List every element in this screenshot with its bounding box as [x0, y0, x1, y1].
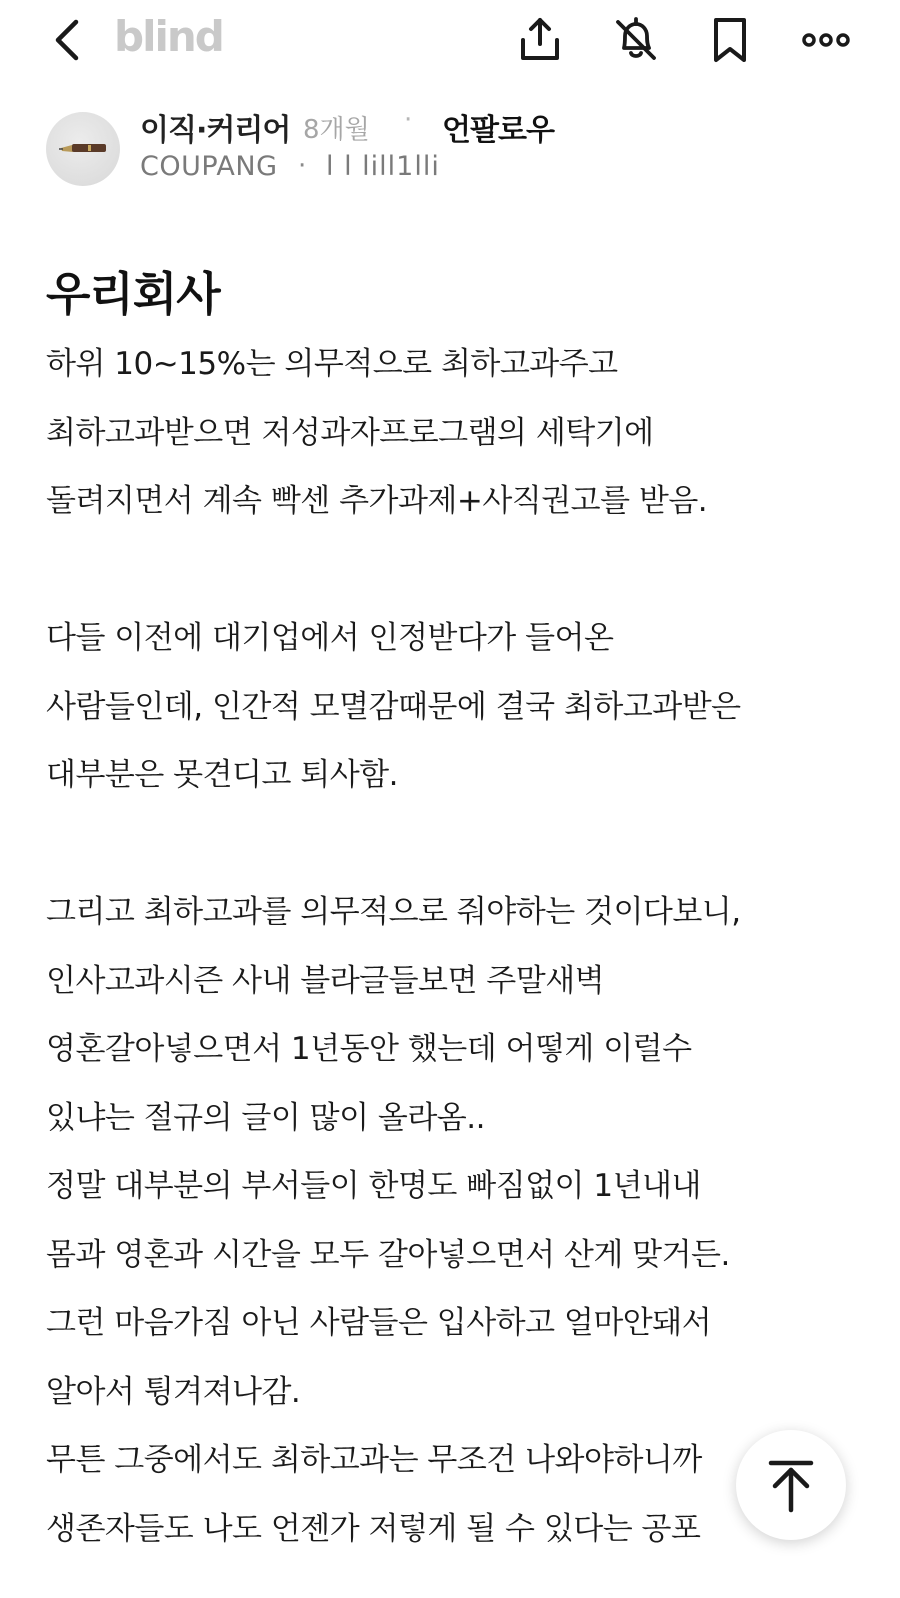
back-button[interactable] [48, 16, 88, 64]
channel-name[interactable]: 이직·커리어 [140, 113, 291, 148]
post-line: 사람들인데, 인간적 모멸감때문에 결국 최하고과받은 [46, 688, 741, 725]
arrow-up-icon [736, 1430, 846, 1540]
notification-toggle-button[interactable] [610, 14, 662, 66]
share-button[interactable] [514, 14, 566, 66]
more-options-button[interactable] [800, 14, 852, 66]
post-line: 정말 대부분의 부서들이 한명도 빠짐없이 1년내내 [46, 1168, 701, 1204]
post-line: 영혼갈아넣으면서 1년동안 했는데 어떻게 이럴수 [46, 1031, 692, 1067]
bottom-fade [0, 1565, 900, 1598]
fountain-pen-icon [46, 112, 120, 186]
post-line: 몸과 영혼과 시간을 모두 갈아넣으면서 산게 맞거든. [46, 1236, 730, 1273]
post-author-info [0, 100, 900, 200]
post-line: 무튼 그중에서도 최하고과는 무조건 나와야하니까 [46, 1442, 702, 1478]
post-line [46, 810, 836, 879]
post-line: 알아서 튕겨져나감. [46, 1373, 301, 1410]
separator-dot: · [298, 151, 307, 181]
blind-logo: blind [114, 12, 223, 61]
post-time: 8개월 [303, 115, 370, 145]
post-line [46, 536, 836, 605]
post-line: 그리고 최하고과를 의무적으로 줘야하는 것이다보니, [46, 894, 741, 930]
more-icon [800, 14, 852, 66]
top-bar [0, 0, 900, 80]
post-line: 생존자들도 나도 언젠가 저렇게 될 수 있다는 공포 [46, 1510, 701, 1547]
post-line: 있냐는 절규의 글이 많이 올라옴.. [46, 1099, 485, 1136]
avatar[interactable] [46, 112, 120, 186]
unfollow-button[interactable]: 언팔로우 [442, 113, 554, 148]
post-line: 그런 마음가짐 아닌 사람들은 입사하고 얼마안돼서 [46, 1305, 712, 1341]
bookmark-icon [704, 14, 756, 66]
post-line: 대부분은 못견디고 퇴사함. [46, 757, 398, 793]
back-icon [48, 16, 88, 64]
bell-off-icon [610, 14, 662, 66]
bookmark-button[interactable] [704, 14, 756, 66]
scroll-to-top-button[interactable] [736, 1430, 846, 1540]
post-line: 다들 이전에 대기업에서 인정받다가 들어온 [46, 620, 614, 656]
share-icon [514, 14, 566, 66]
post-line: 인사고과시즌 사내 블라글들보면 주말새벽 [46, 962, 605, 999]
post-body [46, 330, 836, 1563]
post-title: 우리회사 [46, 267, 220, 321]
company-name[interactable]: COUPANG [140, 151, 278, 182]
author-nickname: l l lill1lli [326, 151, 440, 182]
separator-dot: · [404, 105, 413, 135]
post-line: 하위 10~15%는 의무적으로 최하고과주고 [46, 346, 618, 382]
post-line: 돌려지면서 계속 빡센 추가과제+사직권고를 받음. [46, 483, 708, 519]
post-line: 최하고과받으면 저성과자프로그램의 세탁기에 [46, 414, 654, 451]
